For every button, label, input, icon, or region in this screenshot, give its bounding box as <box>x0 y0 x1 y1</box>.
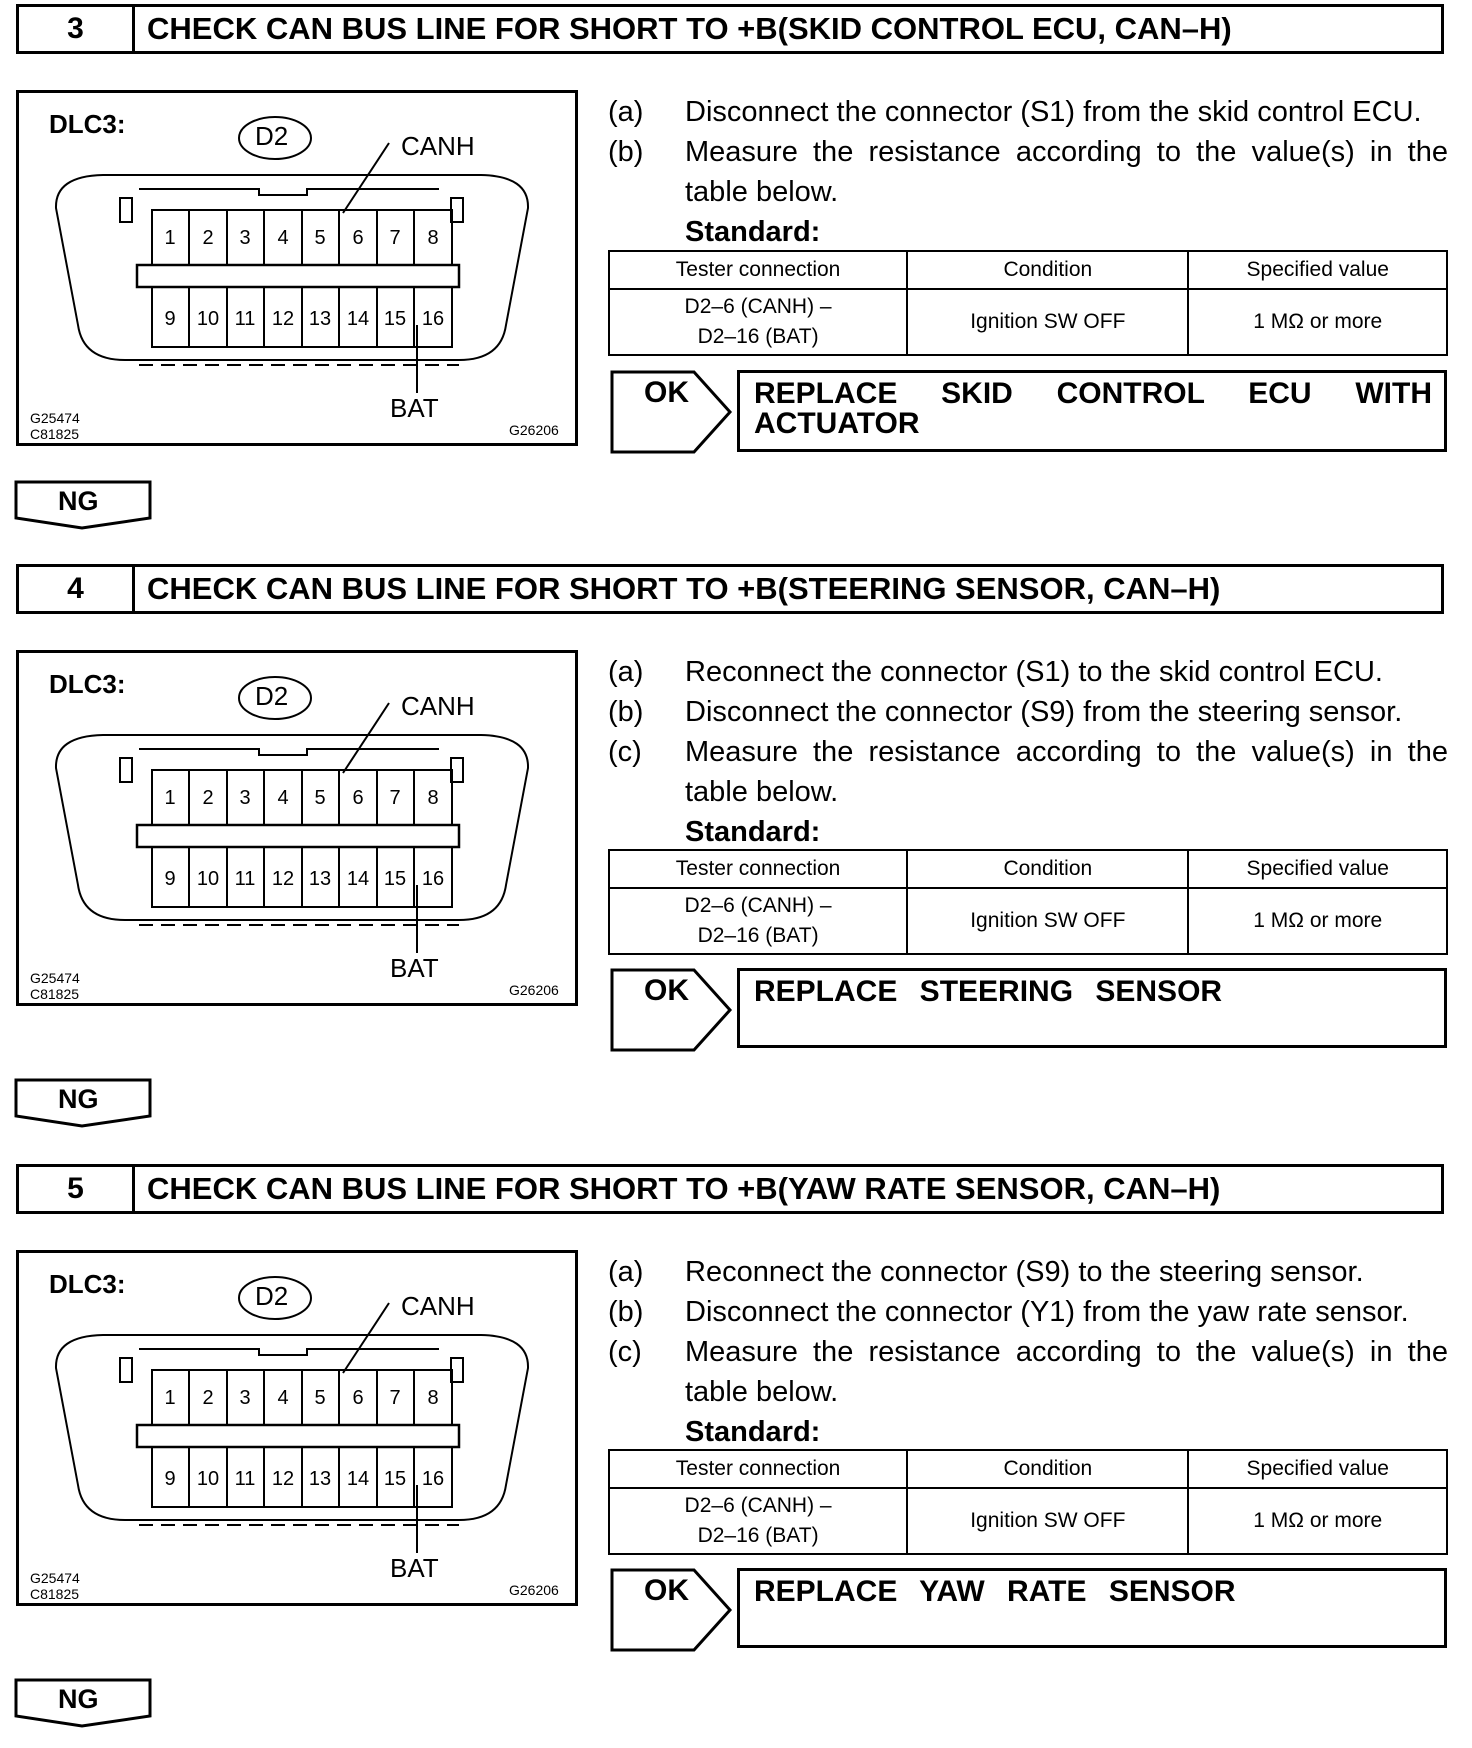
figure-label: DLC3: <box>49 109 126 139</box>
instruction-steps <box>608 1252 1448 1452</box>
connector-label: D2 <box>255 1281 289 1311</box>
section-number: 5 <box>19 1167 135 1211</box>
bat-label: BAT <box>390 393 439 423</box>
ng-arrow <box>14 1678 152 1728</box>
pin-label: 3 <box>239 1387 251 1409</box>
pin-label: 9 <box>164 1468 176 1490</box>
ok-arrow <box>610 370 734 454</box>
pin-label: 6 <box>352 787 364 809</box>
table-cell: 1 MΩ or more <box>1188 289 1447 355</box>
step-item: (c) Measure the resistance according to the value(s) in the table below. <box>608 1336 1448 1408</box>
instruction-steps <box>608 92 1448 252</box>
pin-label: 14 <box>346 308 370 330</box>
canh-label: CANH <box>401 131 475 161</box>
canh-label: CANH <box>401 691 475 721</box>
pin-label: 8 <box>427 227 439 249</box>
connector-label: D2 <box>255 681 289 711</box>
step-item: (c) Measure the resistance according to the value(s) in the table below. <box>608 736 1448 808</box>
table-row <box>609 888 1447 954</box>
figure-code: G25474 C81825 <box>30 970 80 1002</box>
pin-label: 12 <box>271 868 295 890</box>
step-item: (a) Reconnect the connector (S1) to the skid control ECU. <box>608 656 1383 688</box>
bat-label: BAT <box>390 953 439 983</box>
instruction-steps <box>608 652 1448 852</box>
pin-label: 6 <box>352 227 364 249</box>
figure-code: G26206 <box>509 982 559 998</box>
pin-label: 1 <box>164 1387 176 1409</box>
pin-label: 9 <box>164 308 176 330</box>
section-title: CHECK CAN BUS LINE FOR SHORT TO +B(STEERING SENSOR, CAN–H) <box>147 571 1221 606</box>
ng-arrow <box>14 1078 152 1128</box>
standard-label: Standard: <box>685 216 821 248</box>
pin-label: 7 <box>389 1387 401 1409</box>
pin-label: 13 <box>308 1468 332 1490</box>
pin-label: 4 <box>277 1387 289 1409</box>
pin-label: 10 <box>196 1468 220 1490</box>
ok-result-box: REPLACE YAW RATE SENSOR <box>737 1568 1447 1648</box>
pin-label: 8 <box>427 787 439 809</box>
pin-label: 16 <box>421 868 445 890</box>
pin-label: 10 <box>196 308 220 330</box>
spec-table <box>608 849 1448 955</box>
step-item: (b) Disconnect the connector (S9) from the steering sensor. <box>608 696 1403 728</box>
pin-label: 2 <box>202 227 214 249</box>
figure-label: DLC3: <box>49 1269 126 1299</box>
ng-label: NG <box>58 486 99 516</box>
spec-table <box>608 1449 1448 1555</box>
pin-label: 11 <box>234 868 256 890</box>
pin-label: 2 <box>202 1387 214 1409</box>
table-cell: D2–6 (CANH) – D2–16 (BAT) <box>609 289 907 355</box>
pin-label: 12 <box>271 1468 295 1490</box>
step-item: (a) Reconnect the connector (S9) to the steering sensor. <box>608 1256 1364 1288</box>
table-cell: Ignition SW OFF <box>907 888 1188 954</box>
pin-label: 5 <box>314 787 326 809</box>
table-header: Condition <box>907 1450 1188 1488</box>
canh-label: CANH <box>401 1291 475 1321</box>
pin-label: 14 <box>346 868 370 890</box>
spec-table <box>608 250 1448 356</box>
pin-label: 9 <box>164 868 176 890</box>
table-cell: Ignition SW OFF <box>907 1488 1188 1554</box>
pin-label: 3 <box>239 227 251 249</box>
dlc3-connector-diagram <box>19 1253 575 1603</box>
pin-label: 10 <box>196 868 220 890</box>
dlc3-connector-figure <box>16 1250 578 1606</box>
pin-label: 8 <box>427 1387 439 1409</box>
section-5 <box>0 1160 1472 1720</box>
table-header: Specified value <box>1188 1450 1447 1488</box>
pin-label: 5 <box>314 1387 326 1409</box>
table-cell: 1 MΩ or more <box>1188 888 1447 954</box>
pin-label: 16 <box>421 1468 445 1490</box>
table-header: Condition <box>907 850 1188 888</box>
pin-label: 5 <box>314 227 326 249</box>
table-header: Condition <box>907 251 1188 289</box>
step-item: (b) Disconnect the connector (Y1) from the yaw rate sensor. <box>608 1296 1409 1328</box>
pin-label: 15 <box>383 1468 407 1490</box>
section-4 <box>0 560 1472 1120</box>
table-cell: D2–6 (CANH) – D2–16 (BAT) <box>609 1488 907 1554</box>
ok-label: OK <box>644 376 689 409</box>
figure-label: DLC3: <box>49 669 126 699</box>
section-title: CHECK CAN BUS LINE FOR SHORT TO +B(YAW RATE SENSOR, CAN–H) <box>147 1171 1221 1206</box>
table-cell: D2–6 (CANH) – D2–16 (BAT) <box>609 888 907 954</box>
dlc3-connector-figure <box>16 90 578 446</box>
table-header: Tester connection <box>609 1450 907 1488</box>
pin-label: 7 <box>389 787 401 809</box>
section-header <box>16 564 1444 614</box>
ok-result-box: REPLACE STEERING SENSOR <box>737 968 1447 1048</box>
pin-label: 15 <box>383 308 407 330</box>
pin-label: 4 <box>277 787 289 809</box>
step-item: (b) Measure the resistance according to the value(s) in the table below. <box>608 136 1448 208</box>
pin-label: 15 <box>383 868 407 890</box>
step-item: (a) Disconnect the connector (S1) from the skid control ECU. <box>608 96 1422 128</box>
pin-label: 7 <box>389 227 401 249</box>
table-cell: Ignition SW OFF <box>907 289 1188 355</box>
connector-label: D2 <box>255 121 289 151</box>
ng-label: NG <box>58 1084 99 1114</box>
table-header: Specified value <box>1188 251 1447 289</box>
ok-arrow <box>610 1568 734 1652</box>
pin-label: 13 <box>308 308 332 330</box>
dlc3-connector-diagram <box>19 653 575 1003</box>
pin-label: 11 <box>234 1468 256 1490</box>
table-header: Specified value <box>1188 850 1447 888</box>
pin-label: 6 <box>352 1387 364 1409</box>
section-header <box>16 4 1444 54</box>
dlc3-connector-diagram <box>19 93 575 443</box>
standard-label: Standard: <box>685 1416 821 1448</box>
table-header: Tester connection <box>609 850 907 888</box>
section-title: CHECK CAN BUS LINE FOR SHORT TO +B(SKID CONTROL ECU, CAN–H) <box>147 11 1232 46</box>
ok-arrow <box>610 968 734 1052</box>
dlc3-connector-figure <box>16 650 578 1006</box>
ok-result-box: REPLACE SKID CONTROL ECU WITH ACTUATOR <box>737 370 1447 452</box>
standard-label: Standard: <box>685 816 821 848</box>
table-row <box>609 289 1447 355</box>
figure-code: G25474 C81825 <box>30 410 80 442</box>
ng-arrow <box>14 480 152 530</box>
pin-label: 3 <box>239 787 251 809</box>
pin-label: 1 <box>164 787 176 809</box>
section-number: 3 <box>19 7 135 51</box>
section-3 <box>0 0 1472 560</box>
ok-label: OK <box>644 974 689 1007</box>
pin-label: 14 <box>346 1468 370 1490</box>
table-header: Tester connection <box>609 251 907 289</box>
table-cell: 1 MΩ or more <box>1188 1488 1447 1554</box>
section-number: 4 <box>19 567 135 611</box>
pin-label: 12 <box>271 308 295 330</box>
ng-label: NG <box>58 1684 99 1714</box>
pin-label: 2 <box>202 787 214 809</box>
pin-label: 13 <box>308 868 332 890</box>
figure-code: G26206 <box>509 1582 559 1598</box>
ok-label: OK <box>644 1574 689 1607</box>
bat-label: BAT <box>390 1553 439 1583</box>
pin-label: 4 <box>277 227 289 249</box>
section-header <box>16 1164 1444 1214</box>
figure-code: G26206 <box>509 422 559 438</box>
pin-label: 16 <box>421 308 445 330</box>
pin-label: 1 <box>164 227 176 249</box>
pin-label: 11 <box>234 308 256 330</box>
table-row <box>609 1488 1447 1554</box>
figure-code: G25474 C81825 <box>30 1570 80 1602</box>
